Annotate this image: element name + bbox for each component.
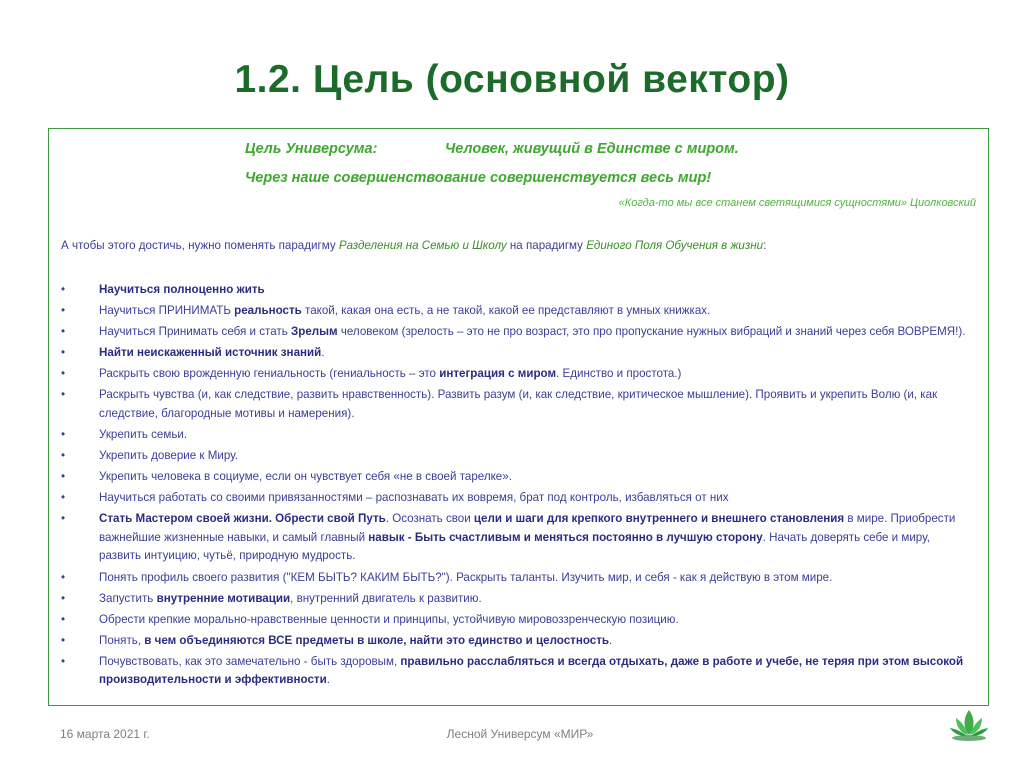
list-item: • Укрепить человека в социуме, если он чувствует себя «не в своей тарелке».: [57, 468, 975, 487]
footer-org: Лесной Универсум «МИР»: [446, 727, 594, 741]
content-box: [48, 128, 989, 706]
list-item: • Понять, в чем объединяются ВСЕ предметы в школе, найти это единство и целостность.: [57, 632, 975, 651]
list-item: • Стать Мастером своей жизни. Обрести свой Путь. Осознать свои цели и шаги для крепкого внутреннего и внешнего становления в мире. Приобрести важнейшие жизненные навыки, и самый главный навык - Быть счастливым и меняться постоянно в лучшую сторону. Начать доверять себе и миру, развить интуицию, чутьё, природную мудрость.: [57, 510, 975, 566]
goal-list: [57, 281, 975, 693]
quote: «Когда-то мы все станем светящимися сущностями» Циолковский: [618, 197, 976, 209]
list-item: • Найти неискаженный источник знаний.: [57, 344, 975, 363]
intro-paragraph: А чтобы этого достичь, нужно поменять парадигму Разделения на Семью и Школу на парадигму Единого Поля Обучения в жизни:: [61, 239, 767, 252]
list-item: • Понять профиль своего развития ("КЕМ БЫТЬ? КАКИМ БЫТЬ?"). Раскрыть таланты. Изучить мир, и себя - как я действую в этом мире.: [57, 569, 975, 588]
goal-text: Человек, живущий в Единстве с миром.: [445, 141, 739, 157]
list-item: • Почувствовать, как это замечательно - быть здоровым, правильно расслабляться и всегда отдыхать, даже в работе и учебе, не теряя при этом высокой производительности и эффективности.: [57, 653, 975, 690]
list-item: • Научиться ПРИНИМАТЬ реальность такой, какая она есть, а не такой, какой ее представляют в умных книжках.: [57, 302, 975, 321]
list-item: • Научиться работать со своими привязанностями – распознавать их вовремя, брат под контроль, избавляться от них: [57, 489, 975, 508]
goal-label: Цель Универсума:: [245, 141, 378, 157]
list-item: • Раскрыть свою врожденную гениальность (гениальность – это интеграция с миром. Единство и простота.): [57, 365, 975, 384]
list-item: • Научиться Принимать себя и стать Зрелым человеком (зрелость – это не про возраст, это про пропускание нужных вибраций и знаний через себя ВОВРЕМЯ!).: [57, 323, 975, 342]
list-item: • Запустить внутренние мотивации, внутренний двигатель к развитию.: [57, 590, 975, 609]
lotus-icon: [948, 704, 990, 744]
slide-title: 1.2. Цель (основной вектор): [234, 58, 790, 101]
list-item: • Обрести крепкие морально-нравственные ценности и принципы, устойчивую мировоззренческую позицию.: [57, 611, 975, 630]
goal-line2: Через наше совершенствование совершенствуется весь мир!: [245, 170, 712, 186]
footer-date: 16 марта 2021 г.: [60, 727, 150, 741]
list-item: • Укрепить семьи.: [57, 426, 975, 445]
list-item: • Раскрыть чувства (и, как следствие, развить нравственность). Развить разум (и, как следствие, критическое мышление). Проявить и укрепить Волю (и, как следствие, благородные мотивы и намерения).: [57, 386, 975, 423]
list-item: • Научиться полноценно жить: [57, 281, 975, 300]
list-item: • Укрепить доверие к Миру.: [57, 447, 975, 466]
